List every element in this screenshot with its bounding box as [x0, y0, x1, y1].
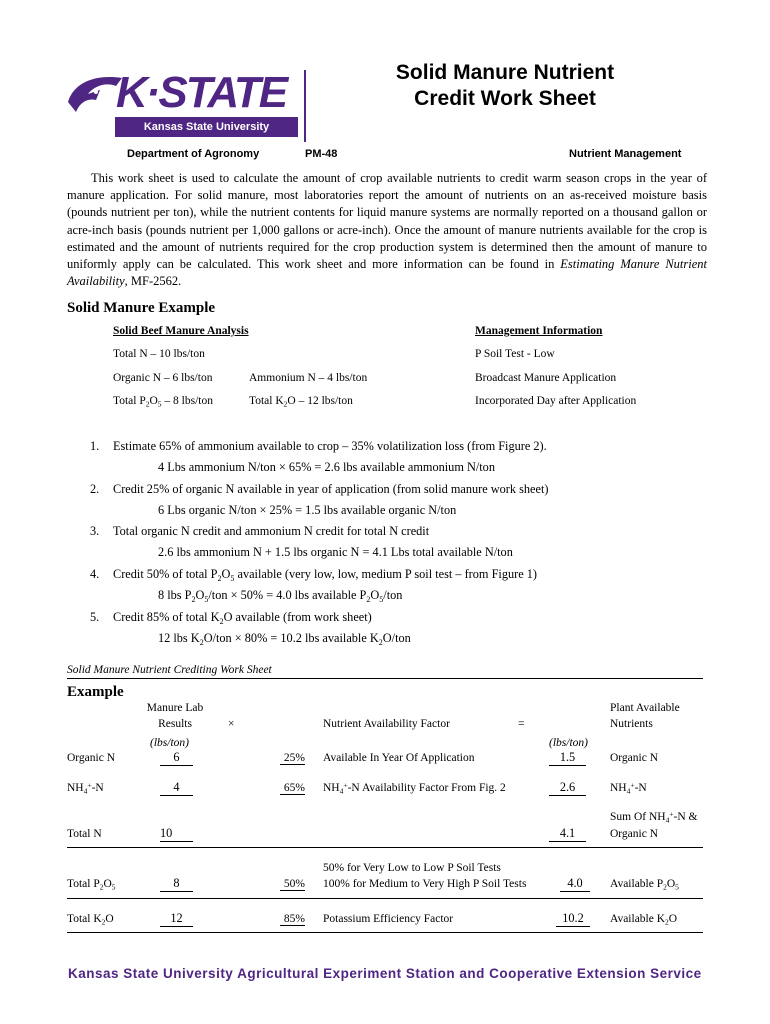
publication-code: PM-48 [305, 148, 338, 160]
row-total-p-factor-1: 50% for Very Low to Low P Soil Tests [323, 862, 501, 874]
step-2-number: 2. [90, 482, 100, 496]
col-plant-header-2: Nutrients [610, 718, 653, 730]
mgmt-item-2: Broadcast Manure Application [475, 372, 617, 384]
total-n-value: Total N – 10 lbs/ton [113, 348, 205, 360]
row-nh4-out: $NH_4^+-N$ [610, 780, 647, 796]
title-line-1: Solid Manure Nutrient [395, 61, 615, 84]
row-total-n-out-2: Organic N [610, 828, 659, 840]
row-total-k-label: Total $K_2O$ [67, 913, 114, 927]
logo-wordmark: K·STATE [116, 68, 287, 117]
department-label: Department of Agronomy [127, 148, 260, 160]
organic-n-value: Organic N – 6 lbs/ton [113, 372, 213, 384]
worksheet-heading: Example [67, 684, 124, 700]
intro-paragraph: This work sheet is used to calculate the amount of crop available nutrients to credit warm season crops in the year of manure application. For solid manure, most laboratories report the amount of nutrients on an as-received moisture basis (pounds nutrient per ton), while the nutrient contents for liquid manure systems are normally reported on a thousand gallon or acre-inch basis (pounds nutrient per 1,000 gallons or acre-inch). Once the amount of manure nutrients available for the crop is estimated and the amount of nutrients required for the crop production system is determined then the amount of manure to uniformly apply can be calculated. This work sheet and more information can be found in Estimating Manure Nutrient Availability, MF-2562. [67, 171, 708, 289]
row-separator [67, 932, 703, 933]
total-p-value: Total $P_2O_5 - 8$ lbs/ton [113, 395, 213, 409]
worksheet-caption: Solid Manure Nutrient Crediting Work Sheet [67, 664, 272, 676]
row-total-n-out-1: Sum Of $NH_4^+-N$ & [610, 809, 698, 825]
row-nh4-lab: 4 [160, 780, 193, 796]
row-total-p-pct: 50% [280, 878, 305, 891]
total-k-value: Total $K_2O - 12$ lbs/ton [249, 395, 353, 409]
reference-title: Estimating Manure Nutrient Availability [67, 257, 708, 289]
row-total-n-lab: 10 [160, 826, 193, 842]
col-plant-header-1: Plant Available [610, 702, 680, 714]
step-4-calc: 8 lbs $P_2O_5$/ton × 50% = 4.0 lbs available $P_2O_5$/ton [158, 588, 403, 604]
ammonium-n-value: Ammonium N – 4 lbs/ton [249, 372, 368, 384]
step-5-text: Credit 85% of total $K_2O$ available (from work sheet) [113, 610, 372, 626]
row-total-n-label: Total N [67, 828, 102, 840]
row-total-k-result: 10.2 [556, 911, 590, 927]
row-organic-n-result: 1.5 [549, 750, 586, 766]
row-nh4-factor: $NH_4^+-N$ Availability Factor From Fig. 2 [323, 780, 506, 796]
page-title [330, 60, 680, 112]
analysis-header: Solid Beef Manure Analysis [113, 325, 249, 337]
step-1-calc: 4 Lbs ammonium N/ton × 65% = 2.6 lbs available ammonium N/ton [158, 460, 495, 474]
row-total-k-factor: Potassium Efficiency Factor [323, 913, 454, 925]
row-total-p-factor-2: 100% for Medium to Very High P Soil Tests [323, 878, 527, 890]
row-organic-n-label: Organic N [67, 752, 116, 764]
row-nh4-pct: 65% [280, 782, 305, 795]
logo-subtitle: Kansas State University [115, 117, 298, 137]
row-organic-n-out: Organic N [610, 752, 659, 764]
unit-left: (lbs/ton) [150, 737, 189, 749]
logo-divider [304, 70, 306, 142]
row-total-p-out: Available $P_2O_5$ [610, 878, 679, 892]
row-separator [67, 847, 703, 848]
row-organic-n-lab: 6 [160, 750, 193, 766]
row-total-k-lab: 12 [160, 911, 193, 927]
unit-right: (lbs/ton) [549, 737, 588, 749]
row-total-p-result: 4.0 [560, 876, 590, 892]
col-lab-header-2: Results [158, 718, 192, 730]
footer-text: Kansas State University Agricultural Experiment Station and Cooperative Extension Service [68, 966, 702, 981]
row-separator [67, 898, 703, 899]
category-label: Nutrient Management [569, 148, 682, 160]
step-2-calc: 6 Lbs organic N/ton × 25% = 1.5 lbs available organic N/ton [158, 503, 457, 517]
step-3-calc: 2.6 lbs ammonium N + 1.5 lbs organic N = 4.1 Lbs total available N/ton [158, 545, 513, 559]
row-nh4-result: 2.6 [549, 780, 586, 796]
step-1-text: Estimate 65% of ammonium available to crop – 35% volatilization loss (from Figure 2). [113, 439, 547, 453]
col-factor-header: Nutrient Availability Factor [323, 718, 450, 730]
times-symbol: × [228, 718, 235, 730]
col-lab-header-1: Manure Lab [146, 702, 204, 714]
worksheet-top-rule [67, 678, 703, 679]
row-total-p-lab: 8 [160, 876, 193, 892]
step-5-number: 5. [90, 610, 100, 624]
step-2-text: Credit 25% of organic N available in year of application (from solid manure work sheet) [113, 482, 549, 496]
row-total-p-label: Total $P_2O_5$ [67, 878, 116, 892]
mgmt-item-3: Incorporated Day after Application [475, 395, 637, 407]
row-nh4-label: $NH_4^+-N$ [67, 780, 104, 796]
example-heading: Solid Manure Example [67, 300, 216, 316]
equals-symbol: = [518, 718, 525, 730]
step-4-text: Credit 50% of total $P_2O_5$ available (very low, low, medium P soil test – from Figure 1) [113, 567, 537, 583]
step-5-calc: 12 lbs $K_2O$/ton × 80% = 10.2 lbs available $K_2O$/ton [158, 631, 411, 647]
row-organic-n-pct: 25% [280, 752, 305, 765]
step-3-text: Total organic N credit and ammonium N credit for total N credit [113, 524, 430, 538]
row-total-k-pct: 85% [280, 913, 305, 926]
step-3-number: 3. [90, 524, 100, 538]
step-1-number: 1. [90, 439, 100, 453]
step-4-number: 4. [90, 567, 100, 581]
row-total-k-out: Available $K_2O$ [610, 913, 678, 927]
mgmt-item-1: P Soil Test - Low [475, 348, 555, 360]
title-line-2: Credit Work Sheet [414, 87, 596, 110]
row-total-n-result: 4.1 [549, 826, 586, 842]
row-organic-n-factor: Available In Year Of Application [323, 752, 475, 764]
management-header: Management Information [475, 325, 603, 337]
